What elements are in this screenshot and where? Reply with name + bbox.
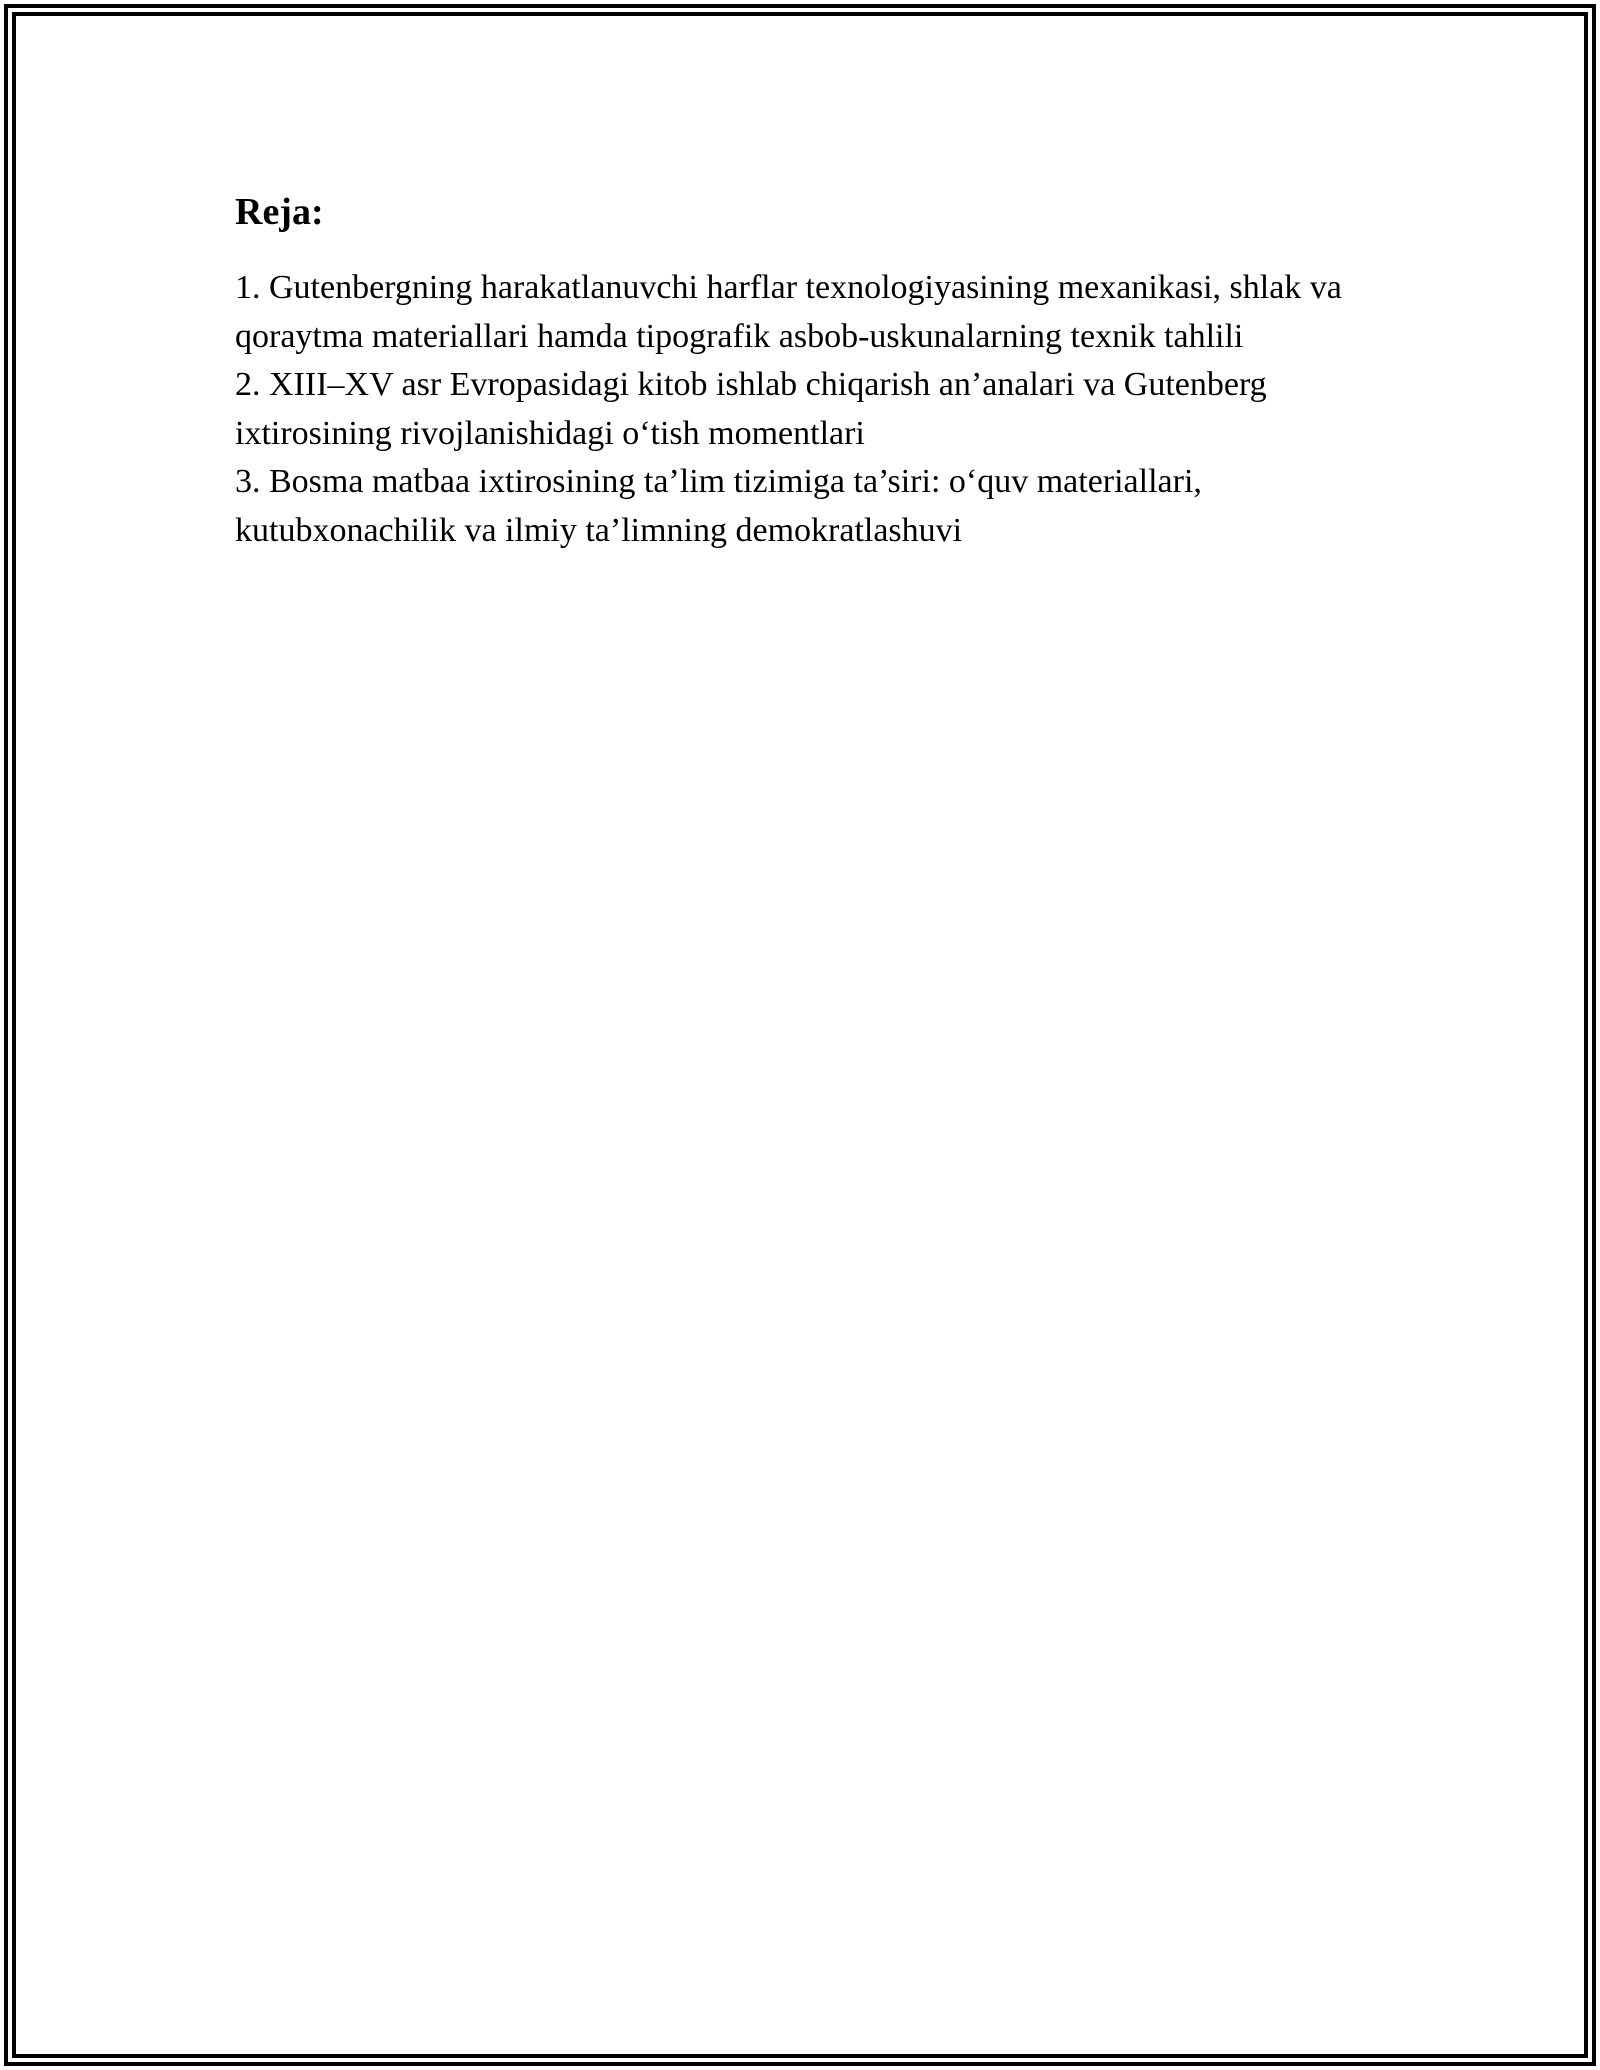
plan-list: [235, 264, 1385, 555]
page-content: [235, 186, 1385, 555]
plan-item-1: 1. Gutenbergning harakatlanuvchi harflar texnologiyasining mexanikasi, shlak va qoraytma materiallari hamda tipografik asbob-uskunalarning texnik tahlili: [235, 269, 1342, 355]
plan-heading: Reja:: [235, 191, 324, 233]
plan-item-3: 3. Bosma matbaa ixtirosining ta’lim tizimiga ta’siri: o‘quv materiallari, kutubxonachilik va ilmiy ta’limning demokratlashuvi: [235, 463, 1202, 549]
plan-item-2: 2. XIII–XV asr Evropasidagi kitob ishlab chiqarish an’analari va Gutenberg ixtirosining rivojlanishidagi o‘tish momentlari: [235, 366, 1267, 452]
